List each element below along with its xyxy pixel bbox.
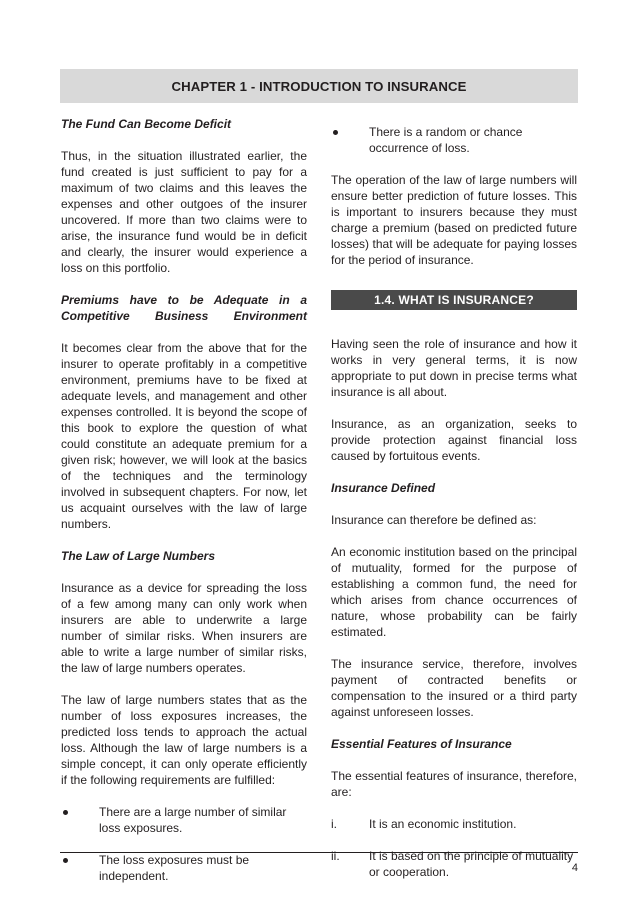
- paragraph-premiums: It becomes clear from the above that for the insurer to operate profitably in a competitive environment, premiums have to be fixed at adequate levels, and management and other expenses controlled. It is beyond the scope of this book to explore the question of what could constitute an adequate premium for a given risk; however, we will look at the basics of the techniques and the terminology involved in subsequent chapters. For now, let us acquaint ourselves with the law of large numbers.: [61, 341, 307, 531]
- paragraph-law-definition: The law of large numbers states that as the number of loss exposures increases, the predicted loss tends to approach the actual loss. Although the law of large numbers is a simple concept, it can only operate efficiently if the following requirements are fulfilled:: [61, 693, 307, 787]
- section-header: [331, 290, 577, 310]
- paragraph-definition: An economic institution based on the principal of mutuality, formed for the purpose of establishing a common fund, the need for which arises from chance occurrences of nature, whose probability can be fairly estimated.: [331, 545, 577, 639]
- heading-fund-deficit: The Fund Can Become Deficit: [61, 117, 232, 131]
- list-text: It is based on the principle of mutuality or cooperation.: [369, 849, 574, 879]
- heading-premiums-adequate: Premiums have to be Adequate in a Competitive Business Environment: [61, 293, 307, 323]
- paragraph-law-intro: Insurance as a device for spreading the loss of a few among many can only work when insurers are able to underwrite a large number of similar risks. When insurers are able to write a large number of similar risks, the law of large numbers operates.: [61, 581, 307, 675]
- paragraph-having-seen: Having seen the role of insurance and how it works in very general terms, it is now appropriate to put down in precise terms what insurance is all about.: [331, 337, 577, 399]
- chapter-title: CHAPTER 1 - INTRODUCTION TO INSURANCE: [171, 78, 467, 94]
- section-title: 1.4. WHAT IS INSURANCE?: [374, 293, 534, 307]
- paragraph-organization: Insurance, as an organization, seeks to provide protection against financial loss caused by fortuitous events.: [331, 417, 577, 463]
- chapter-header: [60, 69, 578, 103]
- page-number: 4: [571, 862, 578, 874]
- paragraph-fund-deficit: Thus, in the situation illustrated earlier, the fund created is just sufficient to pay for a maximum of two claims and this leaves the expenses and other outgoes of the insurer uncovered. If more than two claims were to arise, the insurance fund would be in deficit and clearly, the insurer would experience a loss on this portfolio.: [61, 149, 307, 275]
- bullet-icon: [63, 810, 68, 815]
- footer-divider: [60, 852, 578, 853]
- list-item: [331, 124, 577, 156]
- bullet-text: The loss exposures must be independent.: [99, 853, 250, 883]
- list-number: ii.: [331, 849, 340, 863]
- heading-insurance-defined: Insurance Defined: [331, 481, 436, 495]
- paragraph-defined-as: Insurance can therefore be defined as:: [331, 513, 537, 527]
- list-item: [331, 816, 577, 832]
- paragraph-operation: The operation of the law of large numbers will ensure better prediction of future losses. This is important to insurers because they must charge a premium (based on predicted future losses) that will be adequate for paying losses for the period of insurance.: [331, 173, 577, 267]
- bullet-icon: [63, 858, 68, 863]
- paragraph-features-intro: The essential features of insurance, therefore, are:: [331, 769, 577, 799]
- list-item: [61, 852, 307, 884]
- right-column: [331, 116, 577, 880]
- paragraph-service: The insurance service, therefore, involves payment of contracted benefits or compensation to the insured or a third party against unforeseen losses.: [331, 657, 577, 719]
- bullet-text: There are a large number of similar loss exposures.: [99, 805, 287, 835]
- bullet-icon: [333, 130, 338, 135]
- list-text: It is an economic institution.: [369, 817, 517, 831]
- bullet-text: There is a random or chance occurrence of loss.: [369, 125, 523, 155]
- list-item: [61, 804, 307, 836]
- list-number: i.: [331, 817, 337, 831]
- heading-essential-features: Essential Features of Insurance: [331, 737, 512, 751]
- heading-law-large-numbers: The Law of Large Numbers: [61, 549, 216, 563]
- left-column: [61, 116, 307, 884]
